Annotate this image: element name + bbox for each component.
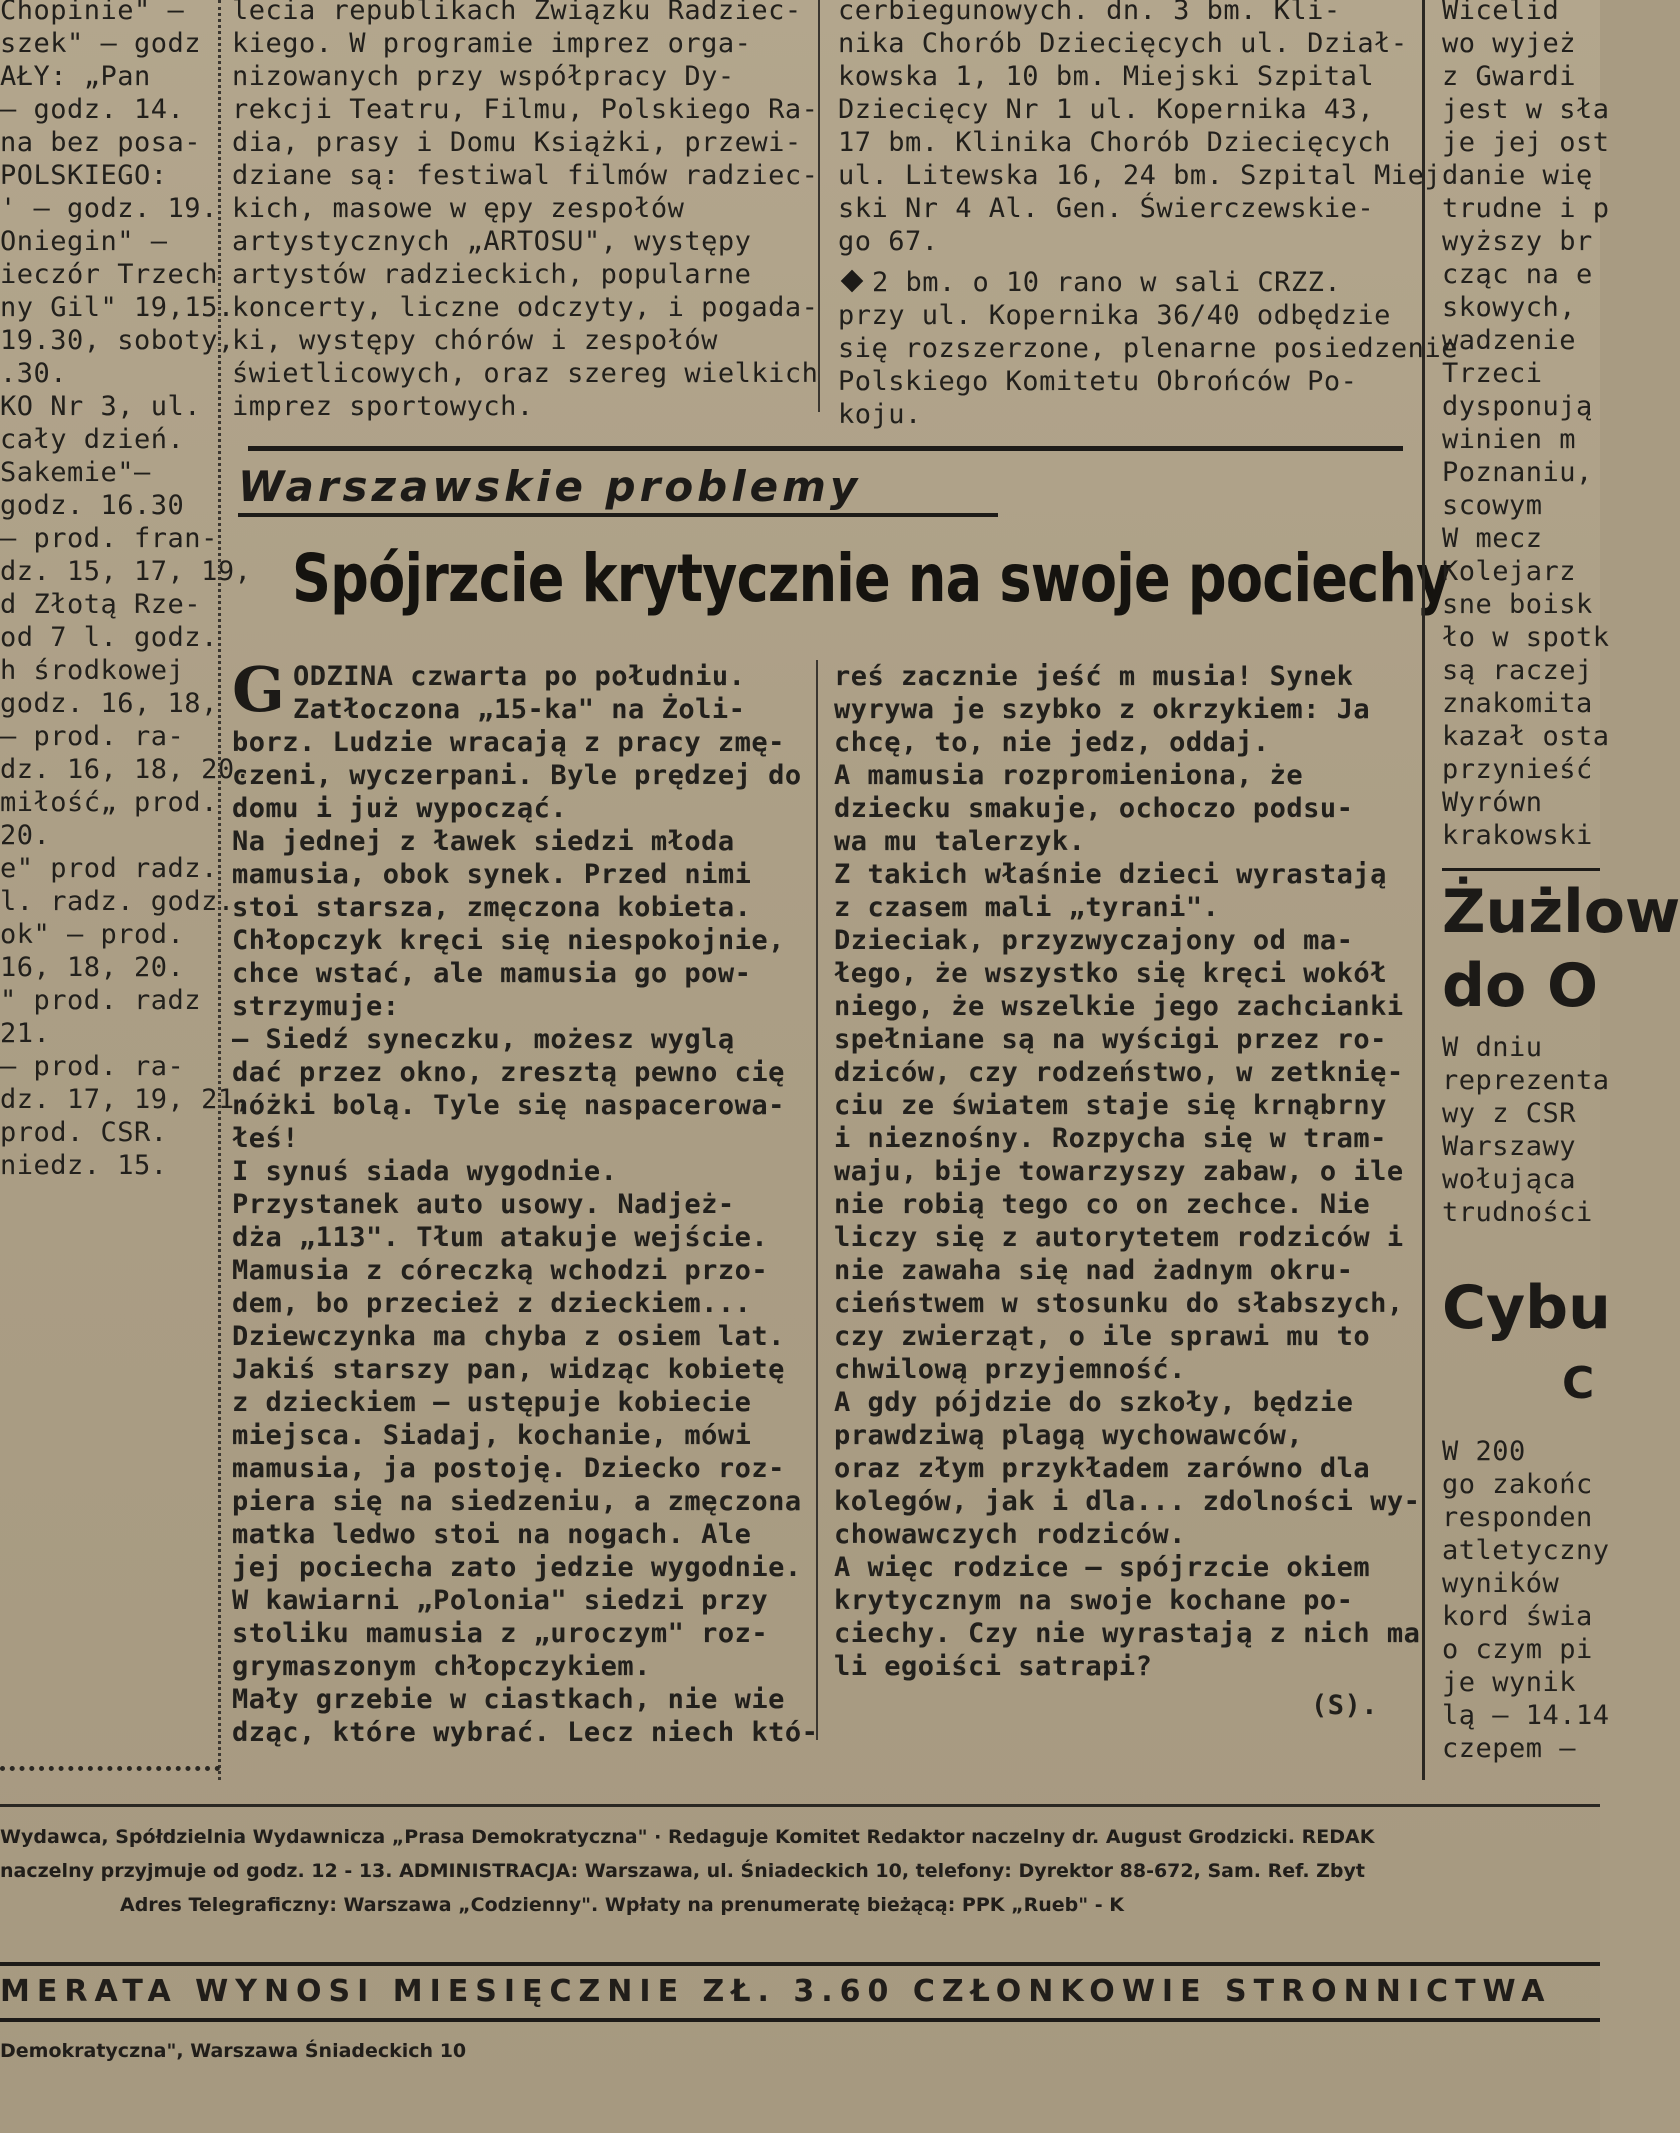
text-line: trudne i p xyxy=(1442,193,1610,224)
article-line: I synuś siada wygodnie. xyxy=(232,1156,618,1187)
text-line: świetlicowych, oraz szereg wielkich xyxy=(232,358,819,389)
article-line: waju, bije towarzyszy zabaw, o ile xyxy=(834,1156,1404,1187)
footer-publisher: Wydawca, Spółdzielnia Wydawnicza „Prasa Demokratyczna" · Redaguje Komitet Redaktor naczelny dr. August Grodzicki. REDAK xyxy=(0,1826,1375,1848)
footer-address: Demokratyczna", Warszawa Śniadeckich 10 xyxy=(0,2040,467,2062)
column-divider-top xyxy=(818,0,820,412)
text-line: przynieść xyxy=(1442,754,1593,785)
text-line: koju. xyxy=(838,399,922,430)
text-line: artystycznych „ARTOSU", występy xyxy=(232,226,752,257)
listing-line: 21. xyxy=(0,1018,51,1049)
text-line: kazał osta xyxy=(1442,721,1610,752)
article-signature: (S). xyxy=(1310,1690,1378,1721)
listing-line: e" prod radz. xyxy=(0,853,218,884)
text-line: trudności xyxy=(1442,1197,1593,1228)
article-line: ciechy. Czy nie wyrastają z nich ma xyxy=(834,1618,1421,1649)
text-line: Poznaniu, xyxy=(1442,457,1593,488)
text-line: wołująca xyxy=(1442,1164,1577,1195)
article-line: Mały grzebie w ciastkach, nie wie xyxy=(232,1684,785,1715)
right-rule xyxy=(1442,868,1600,871)
article-line: nóżki bolą. Tyle się naspacerowa- xyxy=(232,1090,785,1121)
article-line: Na jednej z ławek siedzi młoda xyxy=(232,826,735,857)
listing-line: ieczór Trzech xyxy=(0,259,218,290)
listing-line: — prod. ra- xyxy=(0,721,185,752)
text-line: reprezenta xyxy=(1442,1065,1610,1096)
listing-line: godz. 16, 18, xyxy=(0,688,218,719)
article-column-1 xyxy=(232,653,819,1770)
column-divider-left xyxy=(218,0,221,1780)
article-line: — Siedź syneczku, możesz wyglą xyxy=(232,1024,735,1055)
text-line: dysponują xyxy=(1442,391,1593,422)
listing-line: d Złotą Rze- xyxy=(0,589,202,620)
text-line: atletyczny xyxy=(1442,1535,1610,1566)
text-line: Wyrówn xyxy=(1442,787,1543,818)
footer-dotted-rule xyxy=(0,1766,220,1771)
text-line: Warszawy xyxy=(1442,1131,1577,1162)
listing-line: KO Nr 3, ul. xyxy=(0,391,202,422)
text-line: przy ul. Kopernika 36/40 odbędzie xyxy=(838,300,1391,331)
listing-line: godz. 16.30 xyxy=(0,490,185,521)
listing-line: .30. xyxy=(0,358,68,389)
text-line: kiego. W programie imprez orga- xyxy=(232,28,752,59)
text-line: dia, prasy i Domu Książki, przewi- xyxy=(232,127,802,158)
right-heading-c: C xyxy=(1562,1358,1595,1409)
headline: Spójrzcie krytycznie na swoje pociechy xyxy=(292,540,1451,617)
text-line: imprez sportowych. xyxy=(232,391,534,422)
listing-line: Sakemie"— xyxy=(0,457,151,488)
text-line: Polskiego Komitetu Obrońców Po- xyxy=(838,366,1358,397)
article-line: i nieznośny. Rozpycha się w tram- xyxy=(834,1123,1387,1154)
article-line: reś zacznie jeść m musia! Synek xyxy=(834,661,1354,692)
article-line: li egoiści satrapi? xyxy=(834,1651,1153,1682)
text-line: responden xyxy=(1442,1502,1593,1533)
right-heading-zuzlowcy: Żużlow xyxy=(1442,877,1680,947)
listing-line: ' — godz. 19. xyxy=(0,193,218,224)
subscription-banner: MERATA WYNOSI MIESIĘCZNIE ZŁ. 3.60 CZŁONKOWIE STRONNICTWA xyxy=(0,1974,1552,2009)
article-line: nie robią tego co on zechce. Nie xyxy=(834,1189,1371,1220)
article-line: A gdy pójdzie do szkoły, będzie xyxy=(834,1387,1354,1418)
text-line: je wynik xyxy=(1442,1667,1577,1698)
article-line: ciu ze światem staje się krnąbrny xyxy=(834,1090,1387,1121)
article-line: mamusia, ja postoję. Dziecko roz- xyxy=(232,1453,785,1484)
article-line: chce wstać, ale mamusia go pow- xyxy=(232,958,752,989)
listing-line: szek" — godz xyxy=(0,28,202,59)
article-line: stoliku mamusia z „uroczym" roz- xyxy=(232,1618,769,1649)
article-line: łego, że wszystko się kręci wokół xyxy=(834,958,1387,989)
listing-line: " prod. radz xyxy=(0,985,202,1016)
column-divider-right xyxy=(1422,0,1425,1780)
banner-rule-bottom xyxy=(0,2018,1600,2022)
article-line: spełniane są na wyścigi przez ro- xyxy=(834,1024,1387,1055)
text-line: W 200 xyxy=(1442,1436,1526,1467)
listing-line: h środkowej xyxy=(0,655,185,686)
listing-line: POLSKIEGO: xyxy=(0,160,168,191)
article-line: łeś! xyxy=(232,1123,300,1154)
article-line: oraz złym przykładem zarówno dla xyxy=(834,1453,1371,1484)
listing-line: Chopinie" — xyxy=(0,0,185,26)
listing-line: ok" — prod. xyxy=(0,919,185,950)
listing-line: prod. CSR. xyxy=(0,1117,168,1148)
article-divider xyxy=(816,660,818,1740)
article-line: grymaszonym chłopczykiem. xyxy=(232,1651,651,1682)
article-line: Z takich właśnie dzieci wyrastają xyxy=(834,859,1387,890)
right-sports-column xyxy=(1442,0,1680,1784)
text-line: je jej ost xyxy=(1442,127,1610,158)
text-line: 17 bm. Klinika Chorób Dziecięcych xyxy=(838,127,1391,158)
article-line: liczy się z autorytetem rodziców i xyxy=(834,1222,1404,1253)
listing-line: — prod. ra- xyxy=(0,1051,185,1082)
text-line: W dniu xyxy=(1442,1032,1543,1063)
article-line: chwilową przyjemność. xyxy=(834,1354,1186,1385)
article-line: Zatłoczona „15-ka" na Żoli- xyxy=(292,694,746,725)
article-line: z dzieckiem — ustępuje kobiecie xyxy=(232,1387,752,1418)
text-line: W mecz xyxy=(1442,523,1543,554)
left-listings-column xyxy=(0,0,252,1754)
text-line: znakomita xyxy=(1442,688,1593,719)
text-line: rekcji Teatru, Filmu, Polskiego Ra- xyxy=(232,94,819,125)
article-line: chcę, to, nie jedz, oddaj. xyxy=(834,727,1270,758)
text-line: go zakońc xyxy=(1442,1469,1593,1500)
article-line: jej pociecha zato jedzie wygodnie. xyxy=(232,1552,802,1583)
article-line: dać przez okno, zresztą pewno cię xyxy=(232,1057,785,1088)
article-line: piera się na siedzeniu, a zmęczona xyxy=(232,1486,802,1517)
text-line: jest w sła xyxy=(1442,94,1610,125)
article-line: Jakiś starszy pan, widząc kobietę xyxy=(232,1354,785,1385)
article-line: borz. Ludzie wracają z pracy zmę- xyxy=(232,727,785,758)
article-line: dziców, czy rodzeństwo, w zetknię- xyxy=(834,1057,1404,1088)
text-line: wyników xyxy=(1442,1568,1560,1599)
listing-line: l. radz. godz. xyxy=(0,886,235,917)
article-line: mamusia, obok synek. Przed nimi xyxy=(232,859,752,890)
listing-line: dz. 15, 17, 19, xyxy=(0,556,252,587)
text-line: ło w spotk xyxy=(1442,622,1610,653)
listing-line: dz. 17, 19, 21, xyxy=(0,1084,252,1115)
article-line: strzymuje: xyxy=(232,991,400,1022)
text-line: kowska 1, 10 bm. Miejski Szpital xyxy=(838,61,1375,92)
listing-line: 19.30, soboty, xyxy=(0,325,235,356)
footer-telegraph: Adres Telegraficzny: Warszawa „Codzienny". Wpłaty na prenumeratę bieżącą: PPK „Rueb" - K xyxy=(120,1894,1124,1916)
text-line: lą — 14.14 xyxy=(1442,1700,1610,1731)
text-line: wadzenie xyxy=(1442,325,1577,356)
text-line: wo wyjeż xyxy=(1442,28,1577,59)
article-line: wyrywa je szybko z okrzykiem: Ja xyxy=(834,694,1371,725)
text-line: artystów radzieckich, popularne xyxy=(232,259,752,290)
article-line: W kawiarni „Polonia" siedzi przy xyxy=(232,1585,769,1616)
article-line: dem, bo przecież z dzieckiem... xyxy=(232,1288,752,1319)
article-line: nie zawaha się nad żadnym okru- xyxy=(834,1255,1354,1286)
text-line: nizowanych przy współpracy Dy- xyxy=(232,61,735,92)
text-line: Wicelid xyxy=(1442,0,1560,26)
text-line: ul. Litewska 16, 24 bm. Szpital Miej xyxy=(838,160,1442,191)
text-line: danie wię xyxy=(1442,160,1593,191)
article-column-2 xyxy=(834,660,1421,1780)
text-line: winien m xyxy=(1442,424,1577,455)
listing-line: – prod. fran- xyxy=(0,523,218,554)
article-line: prawdziwą plagą wychowawców, xyxy=(834,1420,1304,1451)
listing-line: — godz. 14. xyxy=(0,94,185,125)
text-line: Trzeci xyxy=(1442,358,1543,389)
dropcap: G xyxy=(232,653,285,726)
listing-line: 16, 18, 20. xyxy=(0,952,185,983)
banner-rule-top xyxy=(0,1962,1600,1966)
text-line: koncerty, liczne odczyty, i pogada- xyxy=(232,292,819,323)
article-line: stoi starsza, zmęczona kobieta. xyxy=(232,892,752,923)
text-line: kich, masowe w ępy zespołów xyxy=(232,193,685,224)
article-line: Dziewczynka ma chyba z osiem lat. xyxy=(232,1321,785,1352)
article-line: Mamusia z córeczką wchodzi przo- xyxy=(232,1255,769,1286)
article-line: niego, że wszelkie jego zachcianki xyxy=(834,991,1404,1022)
text-line: ski Nr 4 Al. Gen. Świerczewskie- xyxy=(838,193,1375,224)
article-line: Dzieciak, przyzwyczajony od ma- xyxy=(834,925,1354,956)
listing-line: na bez posa- xyxy=(0,127,202,158)
diamond-bullet-icon xyxy=(841,270,864,293)
text-line: scowym xyxy=(1442,490,1543,521)
article-line: A więc rodzice — spójrzcie okiem xyxy=(834,1552,1371,1583)
text-line: o czym pi xyxy=(1442,1634,1593,1665)
listing-line: Oniegin" — xyxy=(0,226,168,257)
right-heading-do: do O xyxy=(1442,951,1599,1021)
text-line: nika Chorób Dziecięcych ul. Dział- xyxy=(838,28,1408,59)
text-line: Dziecięcy Nr 1 ul. Kopernika 43, xyxy=(838,94,1375,125)
top-right-column xyxy=(838,0,1458,430)
listing-line: niedz. 15. xyxy=(0,1150,168,1181)
text-line: się rozszerzone, plenarne posiedzenie xyxy=(838,333,1458,364)
text-line: z Gwardi xyxy=(1442,61,1577,92)
article-line: Przystanek auto usowy. Nadjeż- xyxy=(232,1189,735,1220)
article-line: ODZINA czwarta po południu. xyxy=(292,661,746,692)
section-title: Warszawskie problemy xyxy=(238,462,998,517)
article-line: kolegów, jak i dla... zdolności wy- xyxy=(834,1486,1421,1517)
listing-line: od 7 l. godz. xyxy=(0,622,218,653)
text-line: krakowski xyxy=(1442,820,1593,851)
article-line: A mamusia rozpromieniona, że xyxy=(834,760,1304,791)
article-line: matka ledwo stoi na nogach. Ale xyxy=(232,1519,752,1550)
article-line: dża „113". Tłum atakuje wejście. xyxy=(232,1222,769,1253)
footer-administration: naczelny przyjmuje od godz. 12 - 13. ADMINISTRACJA: Warszawa, ul. Śniadeckich 10, telefony: Dyrektor 88-672, Sam. Ref. Zbyt xyxy=(0,1860,1366,1882)
listing-line: dz. 16, 18, 20. xyxy=(0,754,252,785)
text-line: cerbiegunowych. dn. 3 bm. Kli- xyxy=(838,0,1341,26)
text-line: ki, występy chórów i zespołów xyxy=(232,325,718,356)
text-line: są raczej xyxy=(1442,655,1593,686)
text-line: skowych, xyxy=(1442,292,1577,323)
article-line: wa mu talerzyk. xyxy=(834,826,1086,857)
article-line: dząc, które wybrać. Lecz niech któ- xyxy=(232,1717,819,1748)
article-line: Chłopczyk kręci się niespokojnie, xyxy=(232,925,785,956)
text-line: Kolejarz xyxy=(1442,556,1577,587)
text-line: sne boisk xyxy=(1442,589,1593,620)
section-rule xyxy=(248,446,1403,451)
listing-line: 20. xyxy=(0,820,51,851)
text-line: dziane są: festiwal filmów radziec- xyxy=(232,160,819,191)
article-line: krytycznym na swoje kochane po- xyxy=(834,1585,1354,1616)
top-middle-column xyxy=(232,0,819,422)
text-line: lecia republikach Związku Radziec- xyxy=(232,0,802,26)
article-line: chowawczych rodziców. xyxy=(834,1519,1186,1550)
text-line: wyższy br xyxy=(1442,226,1593,257)
notice-item: 2 bm. o 10 rano w sali CRZZ. xyxy=(838,266,1413,299)
right-heading-cybulski: Cybu xyxy=(1442,1273,1611,1343)
listing-line: ny Gil" 19,15. xyxy=(0,292,235,323)
article-line: cieństwem w stosunku do słabszych, xyxy=(834,1288,1404,1319)
article-line: z czasem mali „tyrani". xyxy=(834,892,1220,923)
listing-line: AŁY: „Pan xyxy=(0,61,151,92)
text-line: czepem — xyxy=(1442,1733,1577,1764)
listing-line: cały dzień. xyxy=(0,424,185,455)
footer-rule-top xyxy=(0,1804,1600,1807)
article-line: domu i już wypocząć. xyxy=(232,793,568,824)
article-line: czeni, wyczerpani. Byle prędzej do xyxy=(232,760,802,791)
text-line: wy z CSR xyxy=(1442,1098,1577,1129)
text-line: kord świa xyxy=(1442,1601,1593,1632)
text-line: go 67. xyxy=(838,226,939,257)
article-line: czy zwierząt, o ile sprawi mu to xyxy=(834,1321,1371,1352)
text-line: cząc na e xyxy=(1442,259,1593,290)
listing-line: miłość„ prod. xyxy=(0,787,218,818)
article-line: dziecku smakuje, ochoczo podsu- xyxy=(834,793,1354,824)
article-line: miejsca. Siadaj, kochanie, mówi xyxy=(232,1420,752,1451)
